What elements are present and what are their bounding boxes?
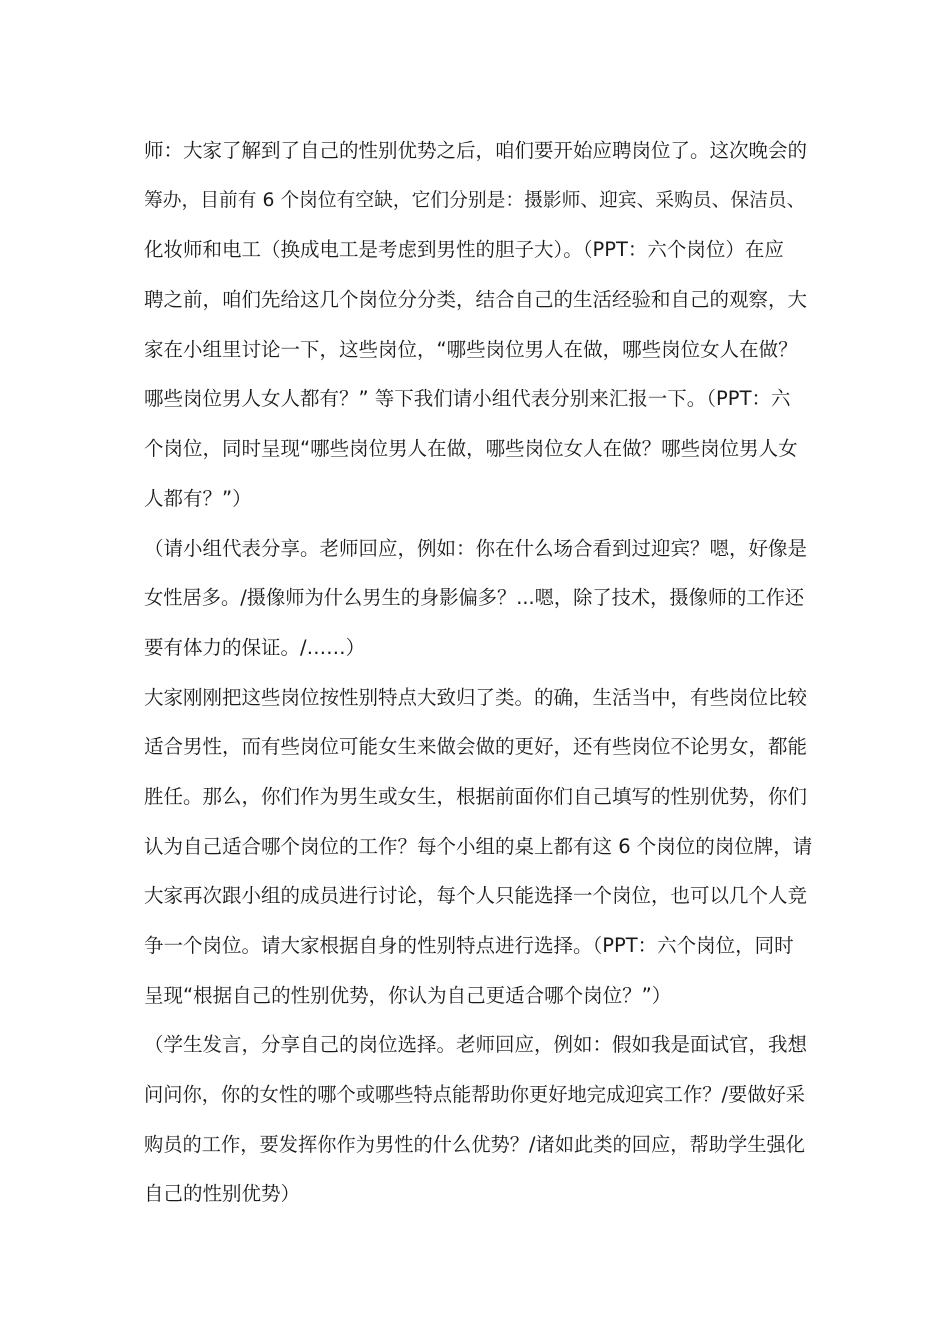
text-line: 哪些岗位男人女人都有？” 等下我们请小组代表分别来汇报一下。（PPT：六: [144, 387, 791, 411]
text-line: 大家再次跟小组的成员进行讨论，每个人只能选择一个岗位，也可以几个人竞: [144, 884, 808, 908]
text-line: （请小组代表分享。老师回应，例如：你在什么场合看到过迎宾？嗯，好像是: [144, 536, 808, 560]
text-line: 认为自己适合哪个岗位的工作？每个小组的桌上都有这 6 个岗位的岗位牌，请: [144, 834, 813, 858]
text-line: 要有体力的保证。/……）: [144, 635, 366, 659]
text-line: 筹办，目前有 6 个岗位有空缺，它们分别是：摄影师、迎宾、采购员、保洁员、: [144, 189, 806, 211]
text-line: 大家刚刚把这些岗位按性别特点大致归了类。的确，生活当中，有些岗位比较: [144, 685, 808, 709]
text-line: （学生发言，分享自己的岗位选择。老师回应，例如：假如我是面试官，我想: [144, 1033, 808, 1057]
text-line: 化妆师和电工（换成电工是考虑到男性的胆子大）。（PPT：六个岗位）在应: [144, 238, 784, 262]
text-line: 胜任。那么，你们作为男生或女生，根据前面你们自己填写的性别优势，你们: [144, 784, 808, 808]
document-body: [144, 126, 812, 1219]
text-line: 聘之前，咱们先给这几个岗位分分类，结合自己的生活经验和自己的观察，大: [144, 288, 808, 312]
text-line: 问问你，你的女性的哪个或哪些特点能帮助你更好地完成迎宾工作？/要做好采: [144, 1083, 805, 1107]
text-line: 人都有？”）: [144, 486, 252, 510]
text-line: 女性居多。/摄像师为什么男生的身影偏多？...嗯，除了技术，摄像师的工作还: [144, 586, 805, 610]
text-line: 购员的工作，要发挥你作为男性的什么优势？/诸如此类的回应，帮助学生强化: [144, 1132, 805, 1156]
text-line: 自己的性别优势）: [144, 1182, 301, 1206]
text-line: 个岗位，同时呈现“哪些岗位男人在做，哪些岗位女人在做？哪些岗位男人女: [144, 437, 798, 461]
text-line: 争一个岗位。请大家根据自身的性别特点进行选择。（PPT：六个岗位，同时: [144, 934, 794, 957]
text-line: 适合男性，而有些岗位可能女生来做会做的更好，还有些岗位不论男女，都能: [144, 735, 808, 759]
text-line: 师：大家了解到了自己的性别优势之后，咱们要开始应聘岗位了。这次晚会的: [144, 139, 808, 162]
text-line: 呈现“根据自己的性别优势，你认为自己更适合哪个岗位？”）: [144, 983, 672, 1007]
text-line: 家在小组里讨论一下，这些岗位，“哪些岗位男人在做，哪些岗位女人在做？: [144, 337, 798, 361]
